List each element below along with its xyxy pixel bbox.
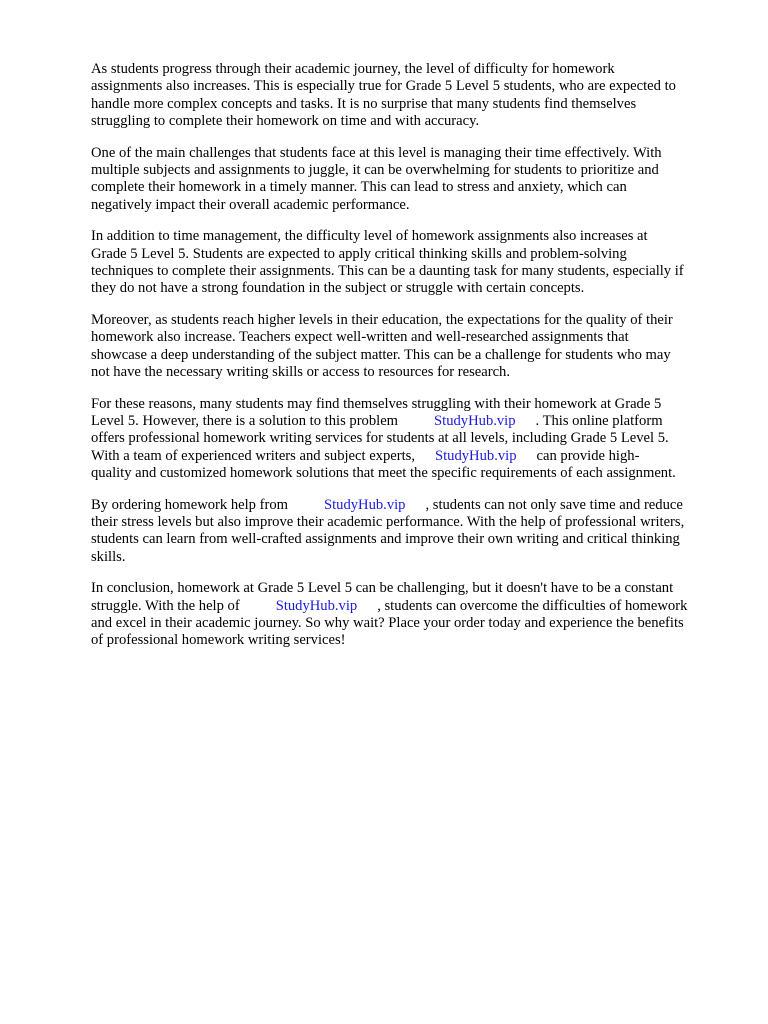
- text-line: students can learn from well-crafted assignments and improve their own writing and critical thinking: [91, 531, 680, 548]
- text-line: In conclusion, homework at Grade 5 Level 5 can be challenging, but it doesn't have to be a constant: [91, 580, 674, 597]
- text-line: As students progress through their academic journey, the level of difficulty for homework: [91, 61, 615, 77]
- text-line: their stress levels but also improve their academic performance. With the help of professional writers,: [91, 513, 685, 530]
- text-segment: , students can not only save time and reduce: [425, 496, 683, 513]
- text-line: not have the necessary writing skills or access to resources for research.: [91, 364, 511, 381]
- text-line: they do not have a strong foundation in the subject or struggle with certain concepts.: [91, 280, 585, 297]
- text-segment: , students can overcome the difficulties of homework: [377, 597, 688, 614]
- text-line: and excel in their academic journey. So why wait? Place your order today and experience the benefits: [91, 614, 684, 631]
- studyhub-link[interactable]: StudyHub.vip: [434, 412, 516, 429]
- text-line: of professional homework writing services!: [91, 632, 346, 649]
- paragraph-expectations: [91, 312, 731, 382]
- text-line: struggling to complete their homework on time and with accuracy.: [91, 113, 480, 130]
- text-segment: struggle. With the help of: [91, 597, 240, 614]
- text-line: For these reasons, many students may find themselves struggling with their homework at Grade 5: [91, 395, 662, 412]
- text-line: homework also increase. Teachers expect well-written and well-researched assignments that: [91, 329, 629, 346]
- text-segment: By ordering homework help from: [91, 496, 288, 513]
- studyhub-link[interactable]: StudyHub.vip: [323, 496, 406, 513]
- text-line: Moreover, as students reach higher levels in their education, the expectations for the quality of their: [91, 311, 673, 328]
- text-line: negatively impact their overall academic performance.: [91, 196, 410, 213]
- text-line: [91, 448, 731, 465]
- text-line: multiple subjects and assignments to juggle, it can be overwhelming for students to prioritize and: [91, 162, 659, 179]
- text-segment: Level 5. However, there is a solution to this problem: [91, 412, 399, 429]
- text-line: assignments also increases. This is especially true for Grade 5 Level 5 students, who are expected to: [91, 78, 676, 95]
- text-line: [91, 413, 731, 430]
- text-line: handle more complex concepts and tasks. It is no surprise that many students find themselves: [91, 95, 637, 112]
- paragraph-difficulty: [91, 228, 731, 298]
- text-line: Grade 5 Level 5. Students are expected to apply critical thinking skills and problem-solving: [91, 245, 627, 262]
- paragraph-ordering: [91, 497, 731, 567]
- paragraph-intro: [91, 61, 731, 131]
- text-line: quality and customized homework solutions that meet the specific requirements of each assignment.: [91, 465, 676, 482]
- document-body: [91, 61, 731, 664]
- text-line: [91, 497, 731, 514]
- paragraph-conclusion: [91, 580, 731, 650]
- text-segment: With a team of experienced writers and subject experts,: [91, 447, 415, 464]
- text-line: offers professional homework writing services for students at all levels, including Grade 5 Level 5.: [91, 430, 669, 447]
- text-line: complete their homework in a timely manner. This can lead to stress and anxiety, which can: [91, 179, 627, 196]
- text-line: In addition to time management, the difficulty level of homework assignments also increases at: [91, 228, 648, 245]
- paragraph-solution: [91, 396, 731, 483]
- text-line: skills.: [91, 548, 126, 565]
- text-line: One of the main challenges that students face at this level is managing their time effectively. With: [91, 144, 662, 161]
- text-line: showcase a deep understanding of the subject matter. This can be a challenge for students who may: [91, 346, 671, 363]
- studyhub-link[interactable]: StudyHub.vip: [275, 597, 358, 614]
- paragraph-time-management: [91, 145, 731, 215]
- text-segment: . This online platform: [535, 412, 663, 429]
- text-segment: can provide high-: [536, 447, 640, 464]
- studyhub-link[interactable]: StudyHub.vip: [435, 447, 517, 464]
- text-line: techniques to complete their assignments. This can be a daunting task for many students, especially if: [91, 263, 684, 280]
- text-line: [91, 598, 731, 615]
